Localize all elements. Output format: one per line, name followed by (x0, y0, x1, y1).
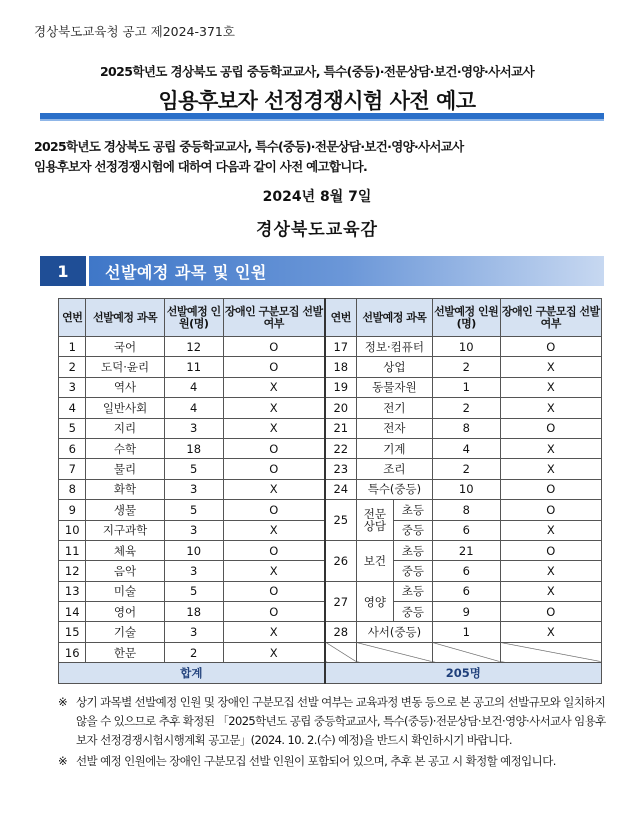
cell-disabled: X (500, 581, 601, 601)
cell-subject: 한문 (86, 642, 164, 662)
table-row (59, 357, 602, 377)
cell-no: 17 (325, 337, 357, 357)
cell-count: 10 (164, 540, 223, 560)
note-symbol: ※ (58, 754, 68, 768)
cell-count: 3 (164, 479, 223, 499)
cell-no: 13 (59, 581, 86, 601)
cell-disabled: O (223, 602, 324, 622)
table-row (59, 622, 602, 642)
cell-no: 14 (59, 602, 86, 622)
cell-subject: 화학 (86, 479, 164, 499)
cell-disabled: O (223, 438, 324, 458)
cell-subject: 사서(중등) (356, 622, 432, 642)
cell-count: 9 (432, 602, 500, 622)
cell-subject: 지리 (86, 418, 164, 438)
cell-count: 10 (432, 479, 500, 499)
cell-subject: 기술 (86, 622, 164, 642)
cell-subject: 상업 (356, 357, 432, 377)
cell-disabled: O (500, 337, 601, 357)
section-header (40, 256, 604, 286)
cell-count: 2 (432, 398, 500, 418)
cell-subject: 기계 (356, 438, 432, 458)
cell-count: 6 (432, 561, 500, 581)
cell-no: 27 (325, 581, 357, 622)
cell-count: 8 (432, 500, 500, 520)
document-subtitle: 2025학년도 경상북도 공립 중등학교교사, 특수(중등)·전문상담·보건·영양·사서교사 (99, 64, 535, 79)
cell-subject: 조리 (356, 459, 432, 479)
cell-count: 1 (432, 377, 500, 397)
total-row (59, 663, 602, 683)
note-text: 선발 예정 인원에는 장애인 구분모집 선발 인원이 포함되어 있으며, 추후 본 공고 시 확정할 예정입니다. (76, 754, 556, 768)
cell-subject: 물리 (86, 459, 164, 479)
cell-count: 5 (164, 581, 223, 601)
empty-cell (356, 642, 432, 662)
cell-no: 25 (325, 500, 357, 541)
cell-disabled: X (223, 418, 324, 438)
empty-cell (432, 642, 500, 662)
cell-group: 전문상담 (356, 500, 393, 541)
intro-line-2: 임용후보자 선정경쟁시험에 대하여 다음과 같이 사전 예고합니다. (34, 159, 368, 174)
notes (58, 693, 606, 773)
cell-count: 2 (432, 459, 500, 479)
cell-disabled: O (223, 581, 324, 601)
empty-cell (500, 642, 601, 662)
cell-level: 초등 (393, 581, 432, 601)
cell-disabled: X (223, 520, 324, 540)
cell-subject: 영어 (86, 602, 164, 622)
cell-no: 23 (325, 459, 357, 479)
note-text: 상기 과목별 선발예정 인원 및 장애인 구분모집 선발 여부는 교육과정 변동 등으로 본 공고의 선발규모와 일치하지 않을 수 있으므로 추후 확정된 「2025학년도 공립 중등학교교사, 특수(중등)·전문상담·보건·영양·사서교사 임용후보자 선정경쟁시험시행계획 공고문」(2024. 10. 2.(수) 예정)을 반드시 확인하시기 바랍니다. (76, 695, 606, 747)
cell-disabled: O (223, 540, 324, 560)
table-row (59, 540, 602, 560)
cell-disabled: X (500, 561, 601, 581)
total-value: 205명 (325, 663, 602, 683)
cell-disabled: X (223, 479, 324, 499)
cell-no: 19 (325, 377, 357, 397)
table-row (59, 418, 602, 438)
cell-count: 3 (164, 418, 223, 438)
cell-disabled: O (223, 459, 324, 479)
note-item (58, 693, 606, 750)
notice-number: 경상북도교육청 공고 제2024-371호 (34, 24, 235, 39)
cell-count: 11 (164, 357, 223, 377)
header-subject: 선발예정 과목 (356, 299, 432, 337)
cell-no: 3 (59, 377, 86, 397)
note-item (58, 752, 606, 771)
table-row (59, 438, 602, 458)
table-row (59, 642, 602, 662)
cell-count: 3 (164, 561, 223, 581)
cell-count: 4 (432, 438, 500, 458)
cell-group: 영양 (356, 581, 393, 622)
cell-subject: 정보·컴퓨터 (356, 337, 432, 357)
note-symbol: ※ (58, 695, 68, 709)
cell-subject: 생물 (86, 500, 164, 520)
cell-disabled: O (223, 357, 324, 377)
section-title: 선발예정 과목 및 인원 (89, 256, 604, 286)
header-count: 선발예정 인원(명) (432, 299, 500, 337)
cell-no: 24 (325, 479, 357, 499)
table-row (59, 337, 602, 357)
table-row (59, 581, 602, 601)
table-row (59, 398, 602, 418)
cell-count: 3 (164, 622, 223, 642)
cell-no: 1 (59, 337, 86, 357)
cell-disabled: O (500, 418, 601, 438)
title-underline-light (40, 119, 604, 121)
cell-no: 18 (325, 357, 357, 377)
header-subject: 선발예정 과목 (86, 299, 164, 337)
header-count: 선발예정 인원(명) (164, 299, 223, 337)
notice-date: 2024년 8월 7일 (262, 189, 372, 205)
table-row (59, 377, 602, 397)
cell-subject: 동물자원 (356, 377, 432, 397)
cell-no: 15 (59, 622, 86, 642)
empty-cell (325, 642, 357, 662)
cell-no: 28 (325, 622, 357, 642)
cell-group: 보건 (356, 540, 393, 581)
cell-count: 4 (164, 377, 223, 397)
cell-count: 4 (164, 398, 223, 418)
cell-level: 중등 (393, 520, 432, 540)
cell-level: 중등 (393, 602, 432, 622)
cell-disabled: O (500, 540, 601, 560)
cell-no: 21 (325, 418, 357, 438)
document-title: 임용후보자 선정경쟁시험 사전 예고 (158, 89, 476, 113)
cell-disabled: X (223, 622, 324, 642)
cell-subject: 수학 (86, 438, 164, 458)
header-no: 연번 (325, 299, 357, 337)
cell-count: 18 (164, 438, 223, 458)
cell-no: 11 (59, 540, 86, 560)
cell-disabled: X (500, 398, 601, 418)
cell-no: 6 (59, 438, 86, 458)
cell-no: 4 (59, 398, 86, 418)
cell-no: 9 (59, 500, 86, 520)
cell-disabled: X (500, 357, 601, 377)
cell-no: 16 (59, 642, 86, 662)
intro-paragraph (34, 137, 604, 177)
cell-count: 6 (432, 520, 500, 540)
cell-disabled: O (500, 500, 601, 520)
cell-no: 20 (325, 398, 357, 418)
cell-disabled: X (223, 377, 324, 397)
cell-count: 8 (432, 418, 500, 438)
total-label: 합계 (59, 663, 325, 683)
selection-table (58, 298, 602, 684)
cell-no: 2 (59, 357, 86, 377)
cell-count: 18 (164, 602, 223, 622)
intro-line-1: 2025학년도 경상북도 공립 중등학교교사, 특수(중등)·전문상담·보건·영양·사서교사 (34, 139, 464, 154)
cell-subject: 체육 (86, 540, 164, 560)
issuer: 경상북도교육감 (256, 220, 378, 240)
cell-disabled: X (223, 642, 324, 662)
cell-disabled: O (223, 500, 324, 520)
cell-count: 1 (432, 622, 500, 642)
cell-disabled: X (500, 438, 601, 458)
cell-disabled: X (500, 520, 601, 540)
cell-no: 8 (59, 479, 86, 499)
cell-subject: 특수(중등) (356, 479, 432, 499)
header-disabled: 장애인 구분모집 선발여부 (223, 299, 324, 337)
cell-disabled: O (223, 337, 324, 357)
cell-level: 초등 (393, 500, 432, 520)
cell-count: 6 (432, 581, 500, 601)
cell-no: 22 (325, 438, 357, 458)
cell-disabled: X (500, 622, 601, 642)
cell-subject: 전자 (356, 418, 432, 438)
cell-disabled: O (500, 602, 601, 622)
header-disabled: 장애인 구분모집 선발여부 (500, 299, 601, 337)
cell-no: 10 (59, 520, 86, 540)
cell-subject: 역사 (86, 377, 164, 397)
cell-count: 2 (432, 357, 500, 377)
cell-subject: 미술 (86, 581, 164, 601)
cell-count: 5 (164, 459, 223, 479)
table-row (59, 500, 602, 520)
cell-count: 5 (164, 500, 223, 520)
cell-disabled: X (500, 459, 601, 479)
table-row (59, 479, 602, 499)
cell-subject: 지구과학 (86, 520, 164, 540)
cell-count: 21 (432, 540, 500, 560)
cell-disabled: X (500, 377, 601, 397)
cell-disabled: X (223, 561, 324, 581)
cell-count: 10 (432, 337, 500, 357)
cell-subject: 국어 (86, 337, 164, 357)
cell-subject: 일반사회 (86, 398, 164, 418)
cell-no: 5 (59, 418, 86, 438)
cell-no: 12 (59, 561, 86, 581)
cell-count: 2 (164, 642, 223, 662)
table-row (59, 459, 602, 479)
table-header-row (59, 299, 602, 337)
cell-subject: 도덕·윤리 (86, 357, 164, 377)
cell-subject: 음악 (86, 561, 164, 581)
cell-subject: 전기 (356, 398, 432, 418)
section-number: 1 (40, 256, 86, 286)
cell-disabled: O (500, 479, 601, 499)
cell-count: 3 (164, 520, 223, 540)
cell-level: 중등 (393, 561, 432, 581)
cell-level: 초등 (393, 540, 432, 560)
cell-no: 7 (59, 459, 86, 479)
header-no: 연번 (59, 299, 86, 337)
cell-disabled: X (223, 398, 324, 418)
cell-no: 26 (325, 540, 357, 581)
cell-count: 12 (164, 337, 223, 357)
